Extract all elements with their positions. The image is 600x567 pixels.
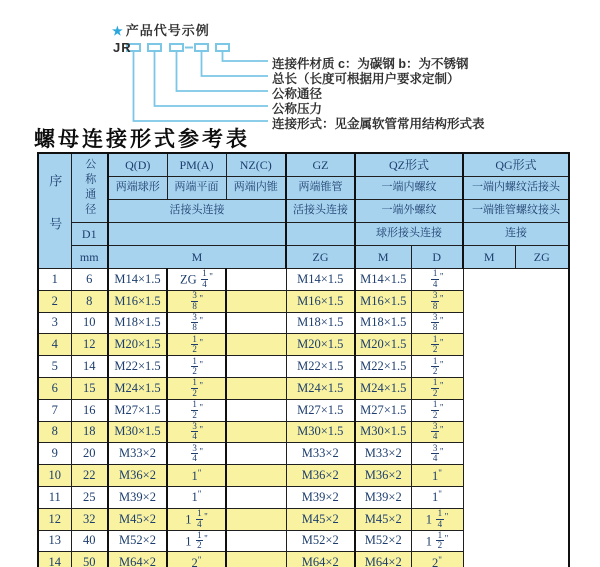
header-seq: 序号 — [38, 153, 71, 269]
header-gz: GZ — [286, 153, 355, 177]
cell-qg-zg: $\frac{1}{2}$ " — [411, 399, 463, 421]
header-qz-desc3: 球形接头连接 — [355, 223, 463, 246]
cell-qz-m — [226, 290, 286, 312]
header-nz: NZ(C) — [226, 153, 286, 177]
header-qg-desc3: 连接 — [463, 223, 569, 246]
cell-qg-m: M64×2 — [355, 552, 411, 567]
cell-seq: 9 — [38, 443, 71, 465]
cell-seq: 13 — [38, 530, 71, 552]
cell-seq: 5 — [38, 356, 71, 378]
cell-qg-zg: 1 $\frac{1}{4}$ " — [411, 508, 463, 530]
cell-qg-zg: $\frac{3}{4}$ " — [411, 443, 463, 465]
cell-qz-m — [226, 334, 286, 356]
cell-dn: 15 — [71, 377, 108, 399]
header-qz-desc2: 一端外螺纹 — [355, 200, 463, 223]
header-sub-qg-zg: ZG — [515, 246, 569, 269]
cell-qz-d: M30×1.5 — [286, 421, 355, 443]
cell-qg-m: M18×1.5 — [355, 312, 411, 334]
cell-gz: $\frac{3}{8}$ " — [167, 290, 226, 312]
header-d1: D1 — [71, 223, 108, 246]
cell-dn: 10 — [71, 312, 108, 334]
cell-dn: 8 — [71, 290, 108, 312]
cell-dn: 16 — [71, 399, 108, 421]
cell-dn: 25 — [71, 486, 108, 508]
cell-gz: $\frac{1}{2}$ " — [167, 356, 226, 378]
cell-qz-m — [226, 552, 286, 567]
cell-gz: 1" — [167, 486, 226, 508]
cell-m: M30×1.5 — [108, 421, 167, 443]
cell-m: M36×2 — [108, 465, 167, 487]
cell-qz-d: M18×1.5 — [286, 312, 355, 334]
cell-seq: 14 — [38, 552, 71, 567]
table-row — [38, 421, 569, 443]
cell-gz: 1 $\frac{1}{2}$ " — [167, 530, 226, 552]
header-sub-qg-m: M — [463, 246, 515, 269]
label-diameter: 公称通径 — [272, 87, 323, 101]
cell-m: M39×2 — [108, 486, 167, 508]
cell-qg-m: M52×2 — [355, 530, 411, 552]
cell-gz: $\frac{3}{8}$ " — [167, 312, 226, 334]
cell-seq: 4 — [38, 334, 71, 356]
header-qz: QZ形式 — [355, 153, 463, 177]
cell-dn: 20 — [71, 443, 108, 465]
diagram-heading-text: 产品代号示例 — [125, 23, 210, 38]
header-gz-desc: 两端锥管 — [286, 177, 355, 200]
cell-gz: $\frac{1}{2}$ " — [167, 399, 226, 421]
nut-connection-table — [37, 152, 570, 567]
table-row — [38, 356, 569, 378]
table-header — [38, 153, 569, 269]
cell-seq: 11 — [38, 486, 71, 508]
cell-qz-d: M27×1.5 — [286, 399, 355, 421]
cell-qg-zg: $\frac{3}{8}$ " — [411, 312, 463, 334]
cell-seq: 10 — [38, 465, 71, 487]
cell-qz-m — [226, 443, 286, 465]
header-qg-desc2: 一端锥管螺纹接头 — [463, 200, 569, 223]
cell-qz-d: M45×2 — [286, 508, 355, 530]
label-pressure: 公称压力 — [272, 102, 323, 116]
cell-qg-zg: 2" — [411, 552, 463, 567]
cell-m: M20×1.5 — [108, 334, 167, 356]
label-form: 连接形式：见金属软管常用结构形式表 — [272, 117, 485, 131]
code-box-2 — [148, 44, 161, 51]
cell-dn: 12 — [71, 334, 108, 356]
table-row — [38, 530, 569, 552]
cell-seq: 6 — [38, 377, 71, 399]
cell-gz: 2" — [167, 552, 226, 567]
code-box-4 — [195, 44, 208, 51]
cell-m: M24×1.5 — [108, 377, 167, 399]
header-union-left: 活接头连接 — [108, 200, 286, 223]
cell-gz: $\frac{3}{4}$ " — [167, 421, 226, 443]
table-row — [38, 312, 569, 334]
header-unit-mm: mm — [71, 246, 108, 269]
header-pm: PM(A) — [167, 153, 226, 177]
cell-seq: 8 — [38, 421, 71, 443]
header-qg: QG形式 — [463, 153, 569, 177]
cell-dn: 50 — [71, 552, 108, 567]
cell-qg-zg: $\frac{1}{2}$ " — [411, 334, 463, 356]
cell-seq: 3 — [38, 312, 71, 334]
table-title: 螺母连接形式参考表 — [34, 126, 250, 151]
cell-qz-d: M64×2 — [286, 552, 355, 567]
label-length: 总长（长度可根据用户要求定制） — [272, 72, 460, 86]
product-code-diagram — [0, 0, 600, 130]
cell-qg-m: M14×1.5 — [355, 269, 411, 291]
cell-dn: 14 — [71, 356, 108, 378]
cell-qz-d: M52×2 — [286, 530, 355, 552]
cell-dn: 40 — [71, 530, 108, 552]
cell-seq: 12 — [38, 508, 71, 530]
cell-qg-m: M20×1.5 — [355, 334, 411, 356]
cell-qz-m — [226, 465, 286, 487]
cell-dn: 6 — [71, 269, 108, 291]
cell-qz-d: M33×2 — [286, 443, 355, 465]
cell-dn: 18 — [71, 421, 108, 443]
header-nz-desc: 两端内锥 — [226, 177, 286, 200]
header-qz-desc1: 一端内螺纹 — [355, 177, 463, 200]
table-row — [38, 486, 569, 508]
star-icon: ★ — [112, 24, 124, 38]
cell-qg-m: M24×1.5 — [355, 377, 411, 399]
cell-qg-m: M22×1.5 — [355, 356, 411, 378]
header-sub-zg: ZG — [286, 246, 355, 269]
cell-m: M45×2 — [108, 508, 167, 530]
cell-m: M27×1.5 — [108, 399, 167, 421]
cell-qz-m — [226, 312, 286, 334]
cell-qz-m — [226, 399, 286, 421]
header-pm-desc: 两端平面 — [167, 177, 226, 200]
cell-qg-m: M27×1.5 — [355, 399, 411, 421]
cell-qg-m: M33×2 — [355, 443, 411, 465]
table-row — [38, 508, 569, 530]
cell-qz-m — [226, 377, 286, 399]
header-q: Q(D) — [108, 153, 167, 177]
cell-qg-zg: 1" — [411, 486, 463, 508]
cell-qz-d: M20×1.5 — [286, 334, 355, 356]
cell-seq: 2 — [38, 290, 71, 312]
cell-qg-zg: $\frac{1}{2}$ " — [411, 377, 463, 399]
code-prefix: JR — [113, 40, 132, 55]
cell-qz-d: M39×2 — [286, 486, 355, 508]
header-sub-qz-m: M — [355, 246, 411, 269]
header-dn: 公称通径 — [71, 153, 108, 223]
cell-qg-zg: $\frac{3}{8}$ " — [411, 290, 463, 312]
cell-gz: $\frac{1}{2}$ " — [167, 377, 226, 399]
cell-qz-d: M22×1.5 — [286, 356, 355, 378]
cell-qz-d: M14×1.5 — [286, 269, 355, 291]
cell-qg-m: M39×2 — [355, 486, 411, 508]
cell-qg-m: M36×2 — [355, 465, 411, 487]
cell-qz-m — [226, 356, 286, 378]
header-blank-left — [108, 223, 286, 246]
table-row — [38, 552, 569, 567]
code-box-3 — [170, 44, 183, 51]
connector-line-length — [202, 52, 269, 76]
table-row — [38, 269, 569, 291]
cell-gz: $\frac{3}{4}$ " — [167, 443, 226, 465]
cell-qz-m — [226, 530, 286, 552]
table-row — [38, 465, 569, 487]
table-row — [38, 377, 569, 399]
cell-m: M18×1.5 — [108, 312, 167, 334]
cell-m: M22×1.5 — [108, 356, 167, 378]
cell-qg-m: M45×2 — [355, 508, 411, 530]
cell-m: M33×2 — [108, 443, 167, 465]
header-sub-qz-d: D — [411, 246, 463, 269]
header-q-desc: 两端球形 — [108, 177, 167, 200]
cell-dn: 32 — [71, 508, 108, 530]
cell-gz: ZG $\frac{1}{4}$ " — [167, 269, 226, 291]
cell-qz-m — [226, 508, 286, 530]
cell-qg-zg: $\frac{1}{2}$ " — [411, 356, 463, 378]
table-row — [38, 443, 569, 465]
diagram-heading — [112, 20, 210, 39]
header-sub-m: M — [108, 246, 286, 269]
cell-gz: 1" — [167, 465, 226, 487]
table-body — [38, 269, 569, 567]
cell-qg-m: M30×1.5 — [355, 421, 411, 443]
code-box-5 — [216, 44, 229, 51]
cell-qz-m — [226, 269, 286, 291]
header-blank-gz — [286, 223, 355, 246]
cell-gz: $\frac{1}{2}$ " — [167, 334, 226, 356]
table-row — [38, 334, 569, 356]
cell-qg-zg: 1 $\frac{1}{2}$ " — [411, 530, 463, 552]
table-row — [38, 399, 569, 421]
cell-qg-zg: $\frac{3}{4}$ " — [411, 421, 463, 443]
cell-qz-d: M24×1.5 — [286, 377, 355, 399]
label-material: 连接件材质 c：为碳钢 b：为不锈钢 — [272, 57, 469, 71]
cell-seq: 1 — [38, 269, 71, 291]
table-row — [38, 290, 569, 312]
cell-m: M14×1.5 — [108, 269, 167, 291]
cell-qg-zg: $\frac{1}{4}$ " — [411, 269, 463, 291]
cell-qg-zg: 1" — [411, 465, 463, 487]
cell-qz-m — [226, 421, 286, 443]
header-qg-desc1: 一端内螺纹活接头 — [463, 177, 569, 200]
cell-qg-m: M16×1.5 — [355, 290, 411, 312]
header-union-gz: 活接头连接 — [286, 200, 355, 223]
cell-seq: 7 — [38, 399, 71, 421]
cell-m: M64×2 — [108, 552, 167, 567]
cell-m: M52×2 — [108, 530, 167, 552]
cell-qz-d: M16×1.5 — [286, 290, 355, 312]
cell-qz-m — [226, 486, 286, 508]
connector-line-material — [223, 52, 269, 61]
cell-m: M16×1.5 — [108, 290, 167, 312]
cell-gz: 1 $\frac{1}{4}$ " — [167, 508, 226, 530]
cell-dn: 22 — [71, 465, 108, 487]
cell-qz-d: M36×2 — [286, 465, 355, 487]
